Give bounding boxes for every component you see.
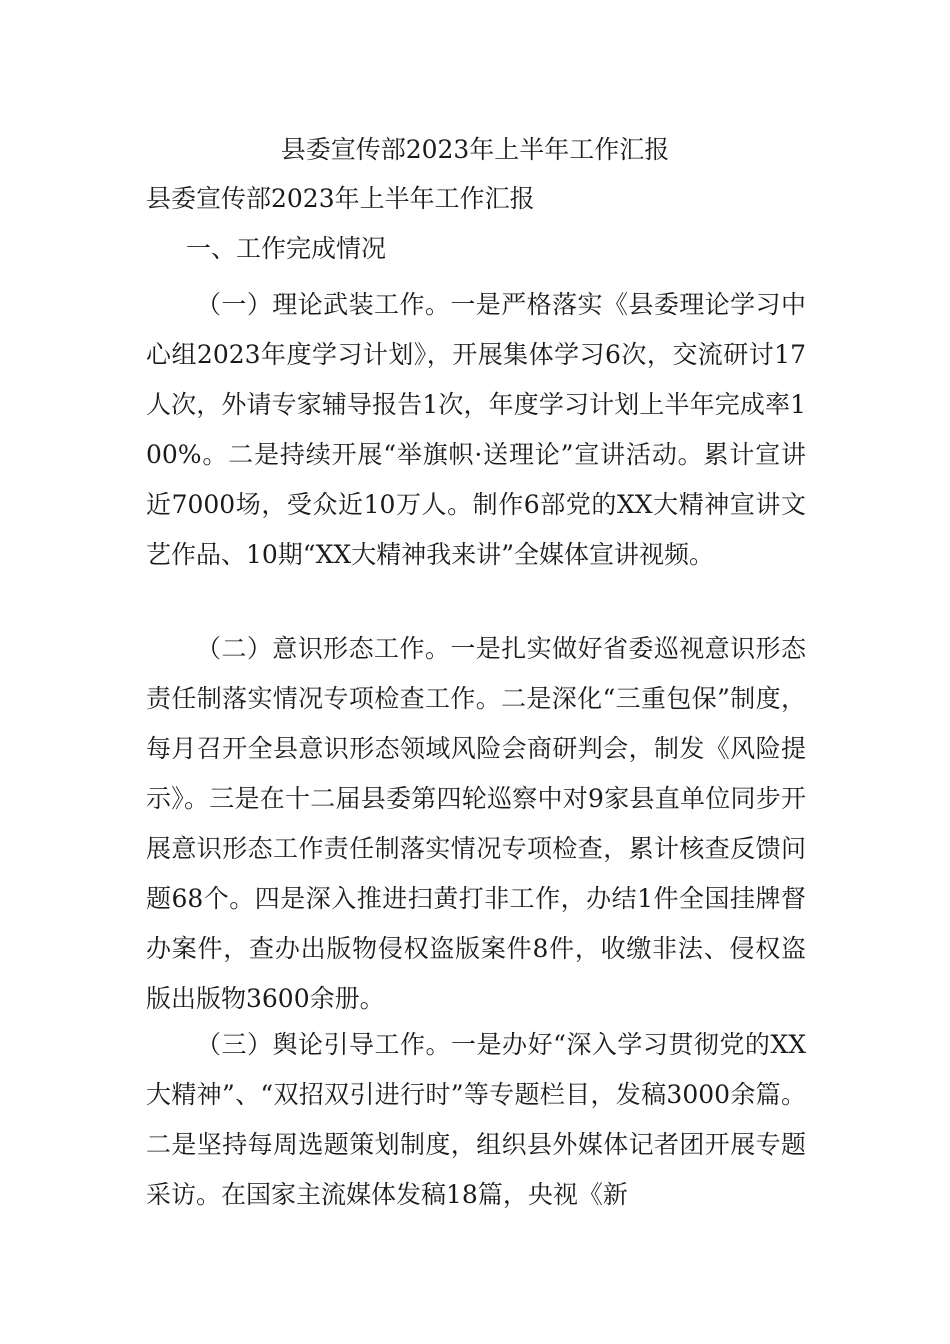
section-heading: 一、工作完成情况 bbox=[186, 234, 387, 263]
paragraph-public-opinion-work: （三）舆论引导工作。一是办好“深入学习贯彻党的XX大精神”、“双招双引进行时”等专题栏目，发稿3000余篇。二是坚持每周选题策划制度，组织县外媒体记者团开展专题采访。在国家主流媒体发稿18篇，央视《新 bbox=[146, 1030, 806, 1209]
document-subtitle: 县委宣传部2023年上半年工作汇报 bbox=[146, 184, 535, 213]
document-title: 县委宣传部2023年上半年工作汇报 bbox=[280, 135, 670, 164]
paragraph-ideology-work: （二）意识形态工作。一是扎实做好省委巡视意识形态责任制落实情况专项检查工作。二是深化“三重包保”制度，每月召开全县意识形态领域风险会商研判会，制发《风险提示》。三是在十二届县委第四轮巡察中对9家县直单位同步开展意识形态工作责任制落实情况专项检查，累计核查反馈问题68个。四是深入推进扫黄打非工作，办结1件全国挂牌督办案件，查办出版物侵权盗版案件8件，收缴非法、侵权盗版出版物3600余册。 bbox=[146, 634, 806, 1013]
paragraph-theory-work: （一）理论武装工作。一是严格落实《县委理论学习中心组2023年度学习计划》，开展集体学习6次，交流研讨17人次，外请专家辅导报告1次，年度学习计划上半年完成率100%。二是持续开展“举旗帜·送理论”宣讲活动。累计宣讲近7000场，受众近10万人。制作6部党的XX大精神宣讲文艺作品、10期“XX大精神我来讲”全媒体宣讲视频。 bbox=[146, 290, 806, 569]
